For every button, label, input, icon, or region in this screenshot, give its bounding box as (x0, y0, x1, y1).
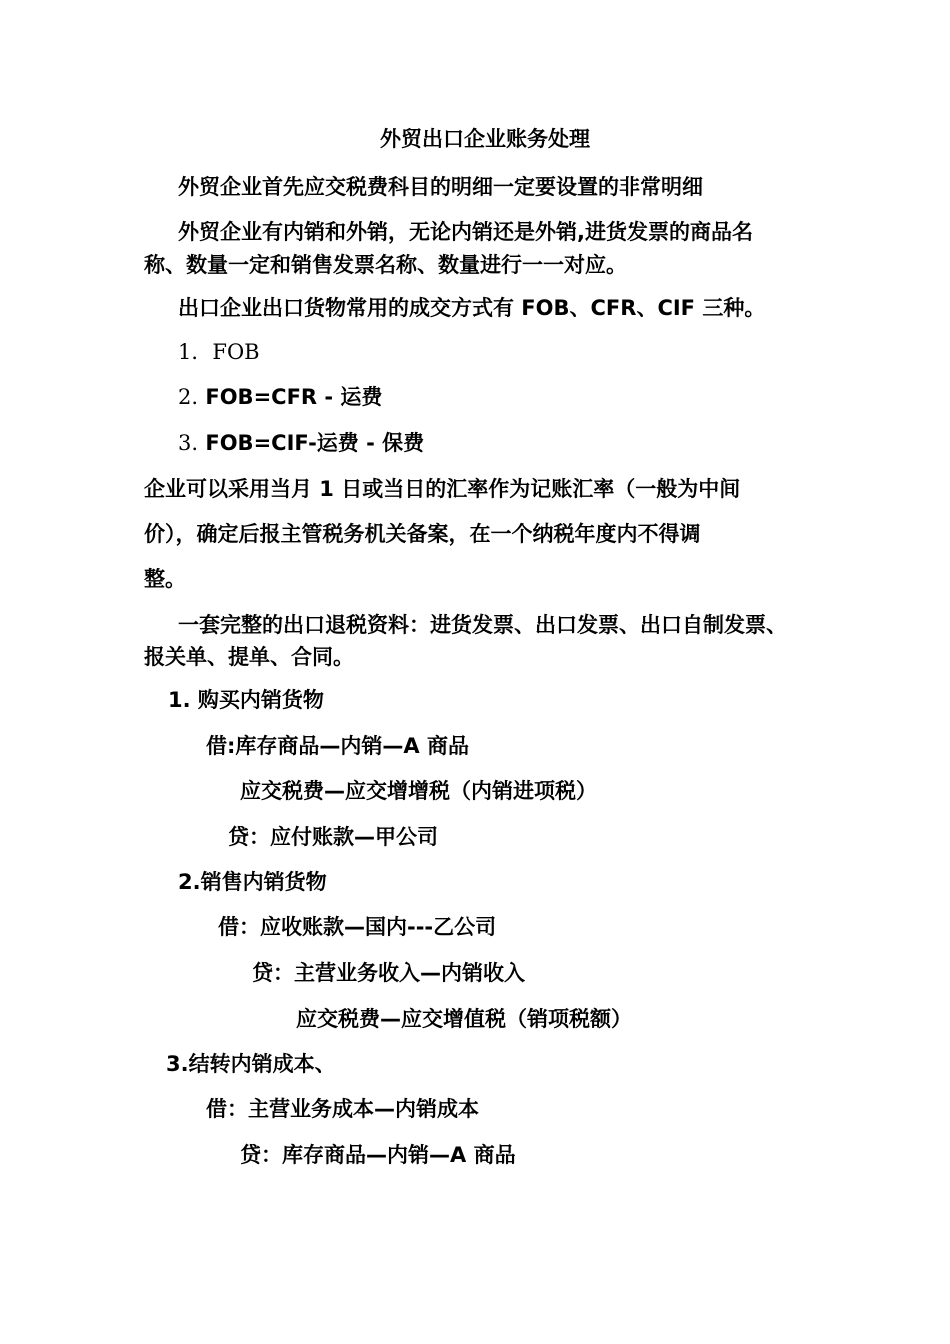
entry-1-debit: 借:库存商品—内销—A 商品 (206, 734, 469, 758)
entry-1-credit: 贷：应付账款—甲公司 (228, 825, 438, 849)
formula-number: 1． (178, 340, 213, 364)
paragraph-3-line-2: 价），确定后报主管税务机关备案，在一个纳税年度内不得调 (144, 522, 701, 546)
formula-text: FOB=CIF-运费 - 保费 (205, 431, 425, 455)
entry-3-heading: 3.结转内销成本、 (166, 1052, 336, 1076)
formula-text: FOB=CFR - 运费 (205, 385, 383, 409)
paragraph-2: 出口企业出口货物常用的成交方式有 FOB、CFR、CIF 三种。 (178, 296, 766, 320)
document-subtitle: 外贸企业首先应交税费科目的明细一定要设置的非常明细 (178, 175, 703, 199)
entry-3-debit: 借：主营业务成本—内销成本 (206, 1097, 479, 1121)
formula-item-3 (178, 428, 424, 458)
paragraph-1-line-2: 称、数量一定和销售发票名称、数量进行一一对应。 (144, 253, 627, 277)
paragraph-3-line-1: 企业可以采用当月 1 日或当日的汇率作为记账汇率（一般为中间 (144, 477, 741, 501)
document-title: 外贸出口企业账务处理 (380, 127, 590, 151)
entry-2-credit: 贷：主营业务收入—内销收入 (252, 961, 525, 985)
formula-item-2 (178, 382, 382, 412)
entry-2-heading: 2.销售内销货物 (178, 870, 327, 894)
entry-2-debit: 借：应收账款—国内---乙公司 (218, 915, 497, 939)
formula-number: 2. (178, 385, 199, 409)
entry-1-heading: 1. 购买内销货物 (168, 688, 324, 712)
formula-text: FOB (212, 340, 260, 364)
entry-3-credit: 贷：库存商品—内销—A 商品 (240, 1143, 516, 1167)
formula-item-1 (178, 337, 260, 367)
formula-number: 3. (178, 431, 199, 455)
paragraph-1-line-1: 外贸企业有内销和外销，无论内销还是外销,进货发票的商品名 (178, 220, 753, 244)
entry-2-credit-2: 应交税费—应交增值税（销项税额） (296, 1007, 632, 1031)
entry-1-debit-2: 应交税费—应交增增税（内销进项税） (240, 779, 597, 803)
paragraph-4-line-1: 一套完整的出口退税资料：进货发票、出口发票、出口自制发票、 (178, 613, 787, 637)
paragraph-3-line-3: 整。 (144, 567, 186, 591)
paragraph-4-line-2: 报关单、提单、合同。 (144, 645, 354, 669)
